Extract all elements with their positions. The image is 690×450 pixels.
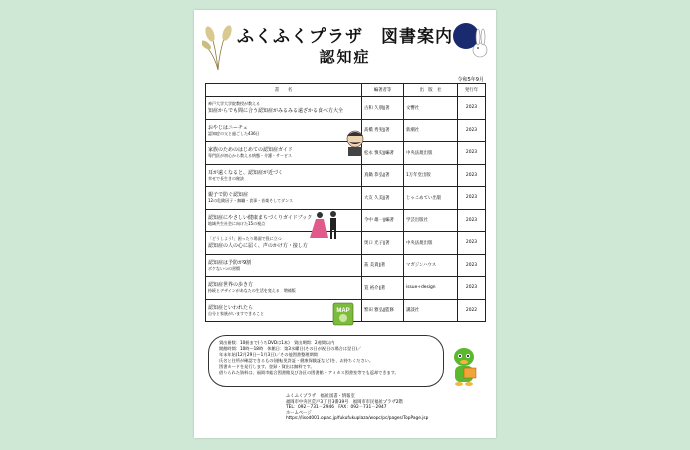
book-title-line: 「どうしよう!」困ったり場面で役に立つ — [208, 236, 282, 242]
footer-line: ふくふくプラザ 福祉図書・情報室 — [286, 394, 355, 399]
book-title-line: 認知症は予防が9割 — [208, 259, 252, 266]
book-title-line: 耳が遠くなると、認知症が近づく — [208, 169, 284, 176]
year-cell: 2023 — [458, 187, 486, 210]
contact-footer — [286, 394, 428, 422]
publisher-cell: 中央法規出版 — [404, 142, 458, 165]
book-title-line: おやじはニーチェ — [208, 124, 248, 131]
year-cell: 2023 — [458, 119, 486, 142]
book-title-line: 地域共生社会に向けた15の視点 — [208, 220, 266, 226]
book-title-line: 親子で防ぐ認知症 — [208, 192, 249, 199]
book-title-line: ボケないつの習慣 — [208, 265, 240, 271]
usage-info-box — [208, 335, 444, 387]
book-title-line: 専門医が初心から教える病態・介護・サービス — [208, 153, 292, 159]
dancing-couple-icon — [306, 210, 346, 240]
book-title-line: 12の危険因子・無職・食事・音楽そしてダンス — [208, 198, 294, 204]
year-cell: 2023 — [458, 277, 486, 300]
book-title-line: 知症からでも間に合う認知症がみるみる遠ざかる食べ方大全 — [208, 108, 343, 115]
publisher-cell: 学芸出版社 — [404, 209, 458, 232]
map-book-icon — [332, 302, 354, 326]
table-row — [206, 277, 486, 300]
info-line: 開館時間：10時～18時 休館日：第3水曜日(その日が祝日の場合は翌日)／ — [219, 346, 362, 352]
book-title-line: 家族のためのはじめての認知症ガイド — [208, 147, 293, 154]
publisher-cell: 1万年堂出版 — [404, 164, 458, 187]
table-header-row — [206, 84, 486, 97]
footer-line: TEL：092－731－2946 FAX：092－731－2947 — [286, 405, 387, 411]
book-title-cell — [206, 254, 362, 277]
year-cell: 2023 — [458, 254, 486, 277]
info-line: 氏名と住所が確認できるもの(運転免許証・健康保険証など)を、お持ちください。 — [219, 358, 374, 364]
book-title-line: 神戸大学大学院教授が教える — [208, 101, 260, 107]
publisher-cell: issue+design — [404, 277, 458, 300]
book-title-line: 認知症世界の歩き方 — [208, 282, 254, 289]
page-title: ふくふくプラザ 図書案内 — [237, 27, 453, 47]
book-title-cell — [206, 277, 362, 300]
table-row — [206, 97, 486, 120]
info-line: 図書カードを発行します。登録・貸出は無料です。 — [219, 364, 315, 370]
year-cell: 2023 — [458, 164, 486, 187]
info-line: 貸出冊数：10冊まで(うちDVDは1本) 貸出期間：2週間以内 — [219, 340, 335, 345]
map-label: MAP — [336, 308, 350, 314]
year-cell: 2023 — [458, 142, 486, 165]
info-line: 借りられた資料は、福岡市総合図書館及び各区の図書館・アミカス図書室等でも返却できます。 — [219, 370, 399, 376]
publisher-cell: 新潮社 — [404, 119, 458, 142]
rabbit-moon-icon — [450, 20, 492, 60]
author-cell: 松永 慎史∥編著 — [362, 142, 404, 165]
flyer-page — [194, 10, 496, 438]
book-title-line: 認知症の父と過ごした436日 — [208, 130, 260, 136]
book-table — [205, 83, 486, 322]
book-title-cell — [206, 142, 362, 165]
author-cell: 奥口 光子∥著 — [362, 232, 404, 255]
author-cell: 筧 裕介∥著 — [362, 277, 404, 300]
mustache-man-icon — [344, 128, 366, 156]
publisher-cell: じゃこめてい出版 — [404, 187, 458, 210]
footer-line: ホームページ — [286, 410, 312, 416]
table-row — [206, 164, 486, 187]
header-publisher: 出 版 社 — [404, 84, 458, 97]
year-cell: 2023 — [458, 209, 486, 232]
table-row — [206, 254, 486, 277]
homepage-link[interactable]: https://lisod001.opac.jp/fukufukuplaza/wopc/pc/pages/TopPage.jsp — [286, 416, 429, 422]
book-title-line: 認知症の人の心に届く、声のかけ方・接し方 — [208, 243, 308, 250]
book-title-cell — [206, 97, 362, 120]
kappa-mascot-icon — [446, 344, 486, 388]
author-cell: 今中 雄一∥編著 — [362, 209, 404, 232]
book-title-line: 認知症といわれたら — [208, 304, 254, 311]
author-cell: 真鍋 恭弘∥著 — [362, 164, 404, 187]
author-cell: 髙橋 秀実∥著 — [362, 119, 404, 142]
year-cell: 2023 — [458, 232, 486, 255]
author-cell: 荻 美貴∥著 — [362, 254, 404, 277]
book-title-line: 認知症にやさしい健康まちづくりガイドブック — [208, 214, 313, 221]
book-title-cell — [206, 119, 362, 142]
footer-line: 福岡市中央区荒戸3丁目3番39号 福岡市市民福祉プラザ2階 — [286, 399, 403, 405]
author-cell: 繁田 雅弘∥監修 — [362, 299, 404, 322]
year-cell: 2022 — [458, 299, 486, 322]
publisher-cell: 中央法規出版 — [404, 232, 458, 255]
header-author: 編著者等 — [362, 84, 404, 97]
publisher-cell: マガジンハウス — [404, 254, 458, 277]
author-cell: 古和 久朋∥著 — [362, 97, 404, 120]
page-subtitle: 認知症 — [319, 48, 371, 66]
table-row — [206, 187, 486, 210]
header-title: 書 名 — [206, 84, 362, 97]
book-title-line: 持続とデザインがあなたの生活を変える 増補版 — [208, 288, 296, 294]
author-cell: 大友 久美∥著 — [362, 187, 404, 210]
book-title-line: 自分と家族がいますできること — [208, 310, 265, 316]
issue-date: 令和5年9月 — [457, 77, 484, 83]
book-title-line: 幸せで長生きの秘訣 — [208, 175, 244, 181]
book-title-cell — [206, 187, 362, 210]
publisher-cell: 講談社 — [404, 299, 458, 322]
book-title-cell — [206, 164, 362, 187]
publisher-cell: 文響社 — [404, 97, 458, 120]
header-year: 発行年 — [458, 84, 486, 97]
info-line: 年末年始(12月29日～1月3日)／その他図書整理期間 — [219, 352, 318, 358]
year-cell: 2023 — [458, 97, 486, 120]
